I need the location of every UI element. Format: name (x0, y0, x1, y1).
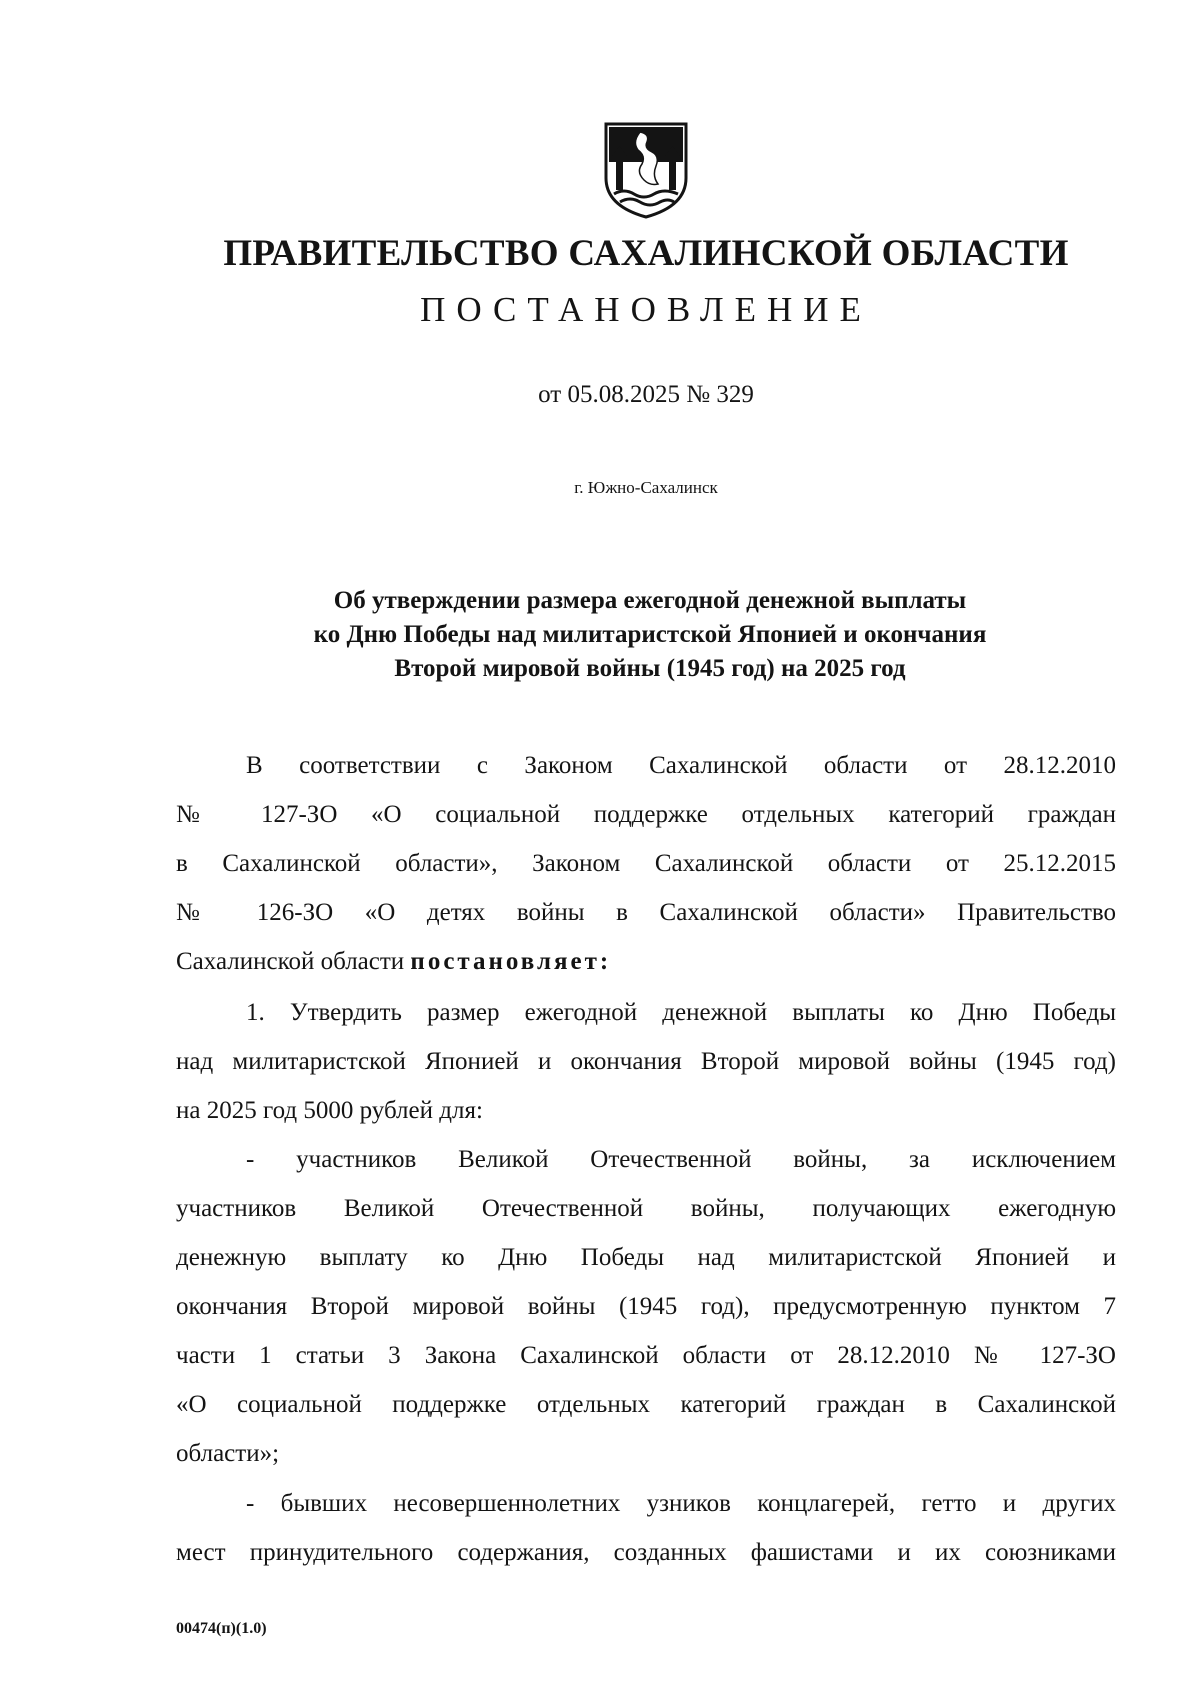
item-1-line: 1. Утвердить размер ежегодной денежной выплаты ко Дню Победы (246, 999, 1116, 1026)
document-subject (250, 584, 1050, 686)
bullet-1-line: части 1 статьи 3 Закона Сахалинской области от 28.12.2010 № 127-ЗО (176, 1342, 1116, 1369)
item-1-line: над милитаристской Японией и окончания Второй мировой войны (1945 год) (176, 1048, 1116, 1075)
subject-line: Второй мировой войны (1945 год) на 2025 год (394, 655, 906, 682)
preamble-line: В соответствии с Законом Сахалинской области от 28.12.2010 (246, 752, 1116, 779)
subject-line: ко Дню Победы над милитаристской Японией и окончания (313, 621, 987, 648)
preamble-line: № 127-ЗО «О социальной поддержке отдельных категорий граждан (176, 801, 1116, 828)
government-title: ПРАВИТЕЛЬСТВО САХАЛИНСКОЙ ОБЛАСТИ (223, 233, 1069, 274)
form-code: 00474(п)(1.0) (176, 1620, 267, 1637)
resolution-verb: постановляет: (410, 948, 612, 975)
bullet-1-line: области»; (176, 1440, 280, 1467)
document-date-number: от 05.08.2025 № 329 (538, 381, 754, 408)
bullet-1-line: «О социальной поддержке отдельных категорий граждан в Сахалинской (176, 1391, 1116, 1418)
document-city: г. Южно-Сахалинск (574, 478, 718, 497)
preamble-line (176, 947, 1116, 977)
item-1-line: на 2025 год 5000 рублей для: (176, 1097, 483, 1124)
document-type: ПОСТАНОВЛЕНИЕ (420, 290, 872, 329)
sakhalin-coat-of-arms-icon (600, 120, 692, 220)
bullet-1-line: - участников Великой Отечественной войны, за исключением (246, 1146, 1116, 1173)
preamble-line: в Сахалинской области», Законом Сахалинской области от 25.12.2015 (176, 850, 1116, 877)
subject-line: Об утверждении размера ежегодной денежной выплаты (333, 587, 967, 614)
bullet-1-line: участников Великой Отечественной войны, получающих ежегодную (176, 1195, 1116, 1222)
preamble-text: Сахалинской области (176, 948, 411, 975)
preamble-line: № 126-ЗО «О детях войны в Сахалинской области» Правительство (176, 899, 1116, 926)
bullet-2-line: мест принудительного содержания, созданных фашистами и их союзниками (176, 1539, 1116, 1566)
bullet-2-line: - бывших несовершеннолетних узников концлагерей, гетто и других (246, 1490, 1116, 1517)
bullet-1-line: денежную выплату ко Дню Победы над милитаристской Японией и (176, 1244, 1116, 1271)
bullet-1-line: окончания Второй мировой войны (1945 год), предусмотренную пунктом 7 (176, 1293, 1116, 1320)
